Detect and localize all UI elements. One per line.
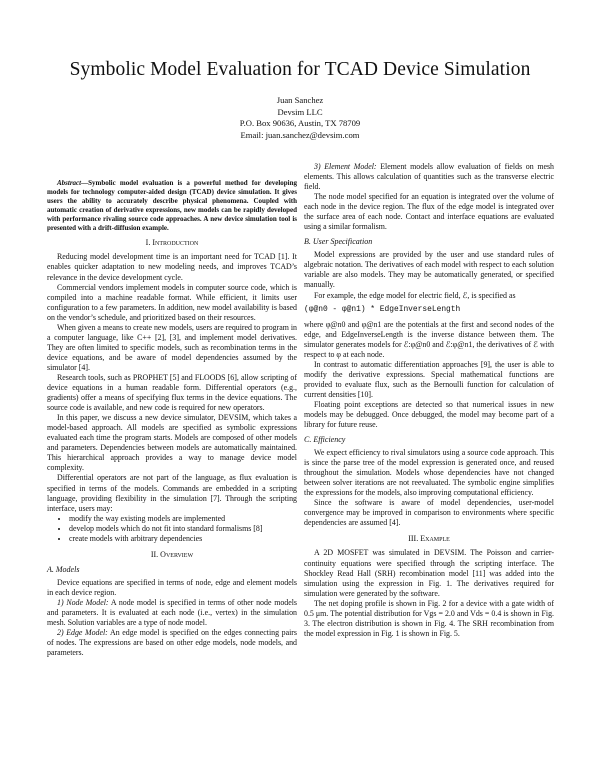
section-heading-example	[304, 534, 554, 544]
list-item: • create models with arbitrary dependencies	[69, 534, 297, 544]
paragraph: The node model specified for an equation is integrated over the volume of each node in the device region. The flux of the edge model is integrated over the surface area of each node. Contact and interface equations are evaluated using a similar formalism.	[304, 192, 554, 232]
paragraph: A 2D MOSFET was simulated in DEVSIM. The Poisson and carrier-continuity equations were specified through the scripting interface. The Shockley Read Hall (SRH) recombination model [11] was added into the simulation using the expression in Fig. 1. The derivatives required for simulation were generated by the software.	[304, 548, 554, 598]
paragraph: Research tools, such as PROPHET [5] and FLOODS [6], allow scripting of device equations in a human readable form. Differential operators (e.g., gradients) offer a means of specifying flux terms in the device equations. The source code is available, and new code is required for new operators.	[47, 373, 297, 413]
right-column	[304, 162, 554, 639]
paragraph: In this paper, we discuss a new device simulator, DEVSIM, which takes a model-based approach. All models are specified as symbolic expressions evaluated each time the program starts. Models are composed of other models and parameters. Dependencies between models are automatically maintained. This hierarchical approach provides a way to manage device model complexity.	[47, 413, 297, 473]
section-title: Overview	[160, 549, 194, 559]
left-column	[47, 179, 297, 658]
author-address: P.O. Box 90636, Austin, TX 78709	[239, 118, 361, 128]
paper-title: Symbolic Model Evaluation for TCAD Device Simulation	[69, 59, 531, 80]
author-block	[0, 95, 600, 141]
section-title: Example	[420, 534, 450, 544]
abstract-text: —Symbolic model evaluation is a powerful method for developing models for technology computer-aided design (TCAD) device simulation. It gives users the ability to accurately describe physical phenomena. Coupled with automatic creation of derivative expressions, new models can be rapidly developed with performance rivaling source code approaches. A new device simulation tool is presented with a drift-diffusion example.	[47, 179, 297, 232]
abstract-label: Abstract	[57, 179, 82, 187]
paragraph	[47, 628, 297, 658]
list-item: • develop models which do not fit into standard formalisms [8]	[69, 524, 297, 534]
abstract	[47, 179, 297, 232]
paragraph-lead: 1) Node Model:	[57, 597, 109, 607]
paragraph: Since the software is aware of model dependencies, user-model convergence may be improved in comparison to environments where specific dependencies are assumed [4].	[304, 498, 554, 528]
paragraph: When given a means to create new models, users are required to program in a computer language, like C++ [2], [3], and implement model derivatives. They are often limited to specific models, such as recombination terms in the device equations, and be aware of model dependencies assumed by the simulator [4].	[47, 322, 297, 372]
section-heading-intro	[47, 238, 297, 248]
paragraph: For example, the edge model for electric field, ℰ, is specified as	[314, 290, 516, 300]
subsection-heading: B. User Specification	[304, 237, 373, 247]
subsection-heading: C. Efficiency	[304, 435, 346, 445]
paragraph: where φ@n0 and φ@n1 are the potentials at the first and second nodes of the edge, and EdgeInverseLength is the inverse distance between them. The simulator generates models for ℰ:φ@n0 and ℰ:φ@n1, the derivatives of ℰ with respect to φ at each node.	[304, 319, 554, 359]
section-title: Introduction	[152, 238, 199, 248]
section-number: I.	[145, 238, 151, 248]
author-org: Devsim LLC	[277, 106, 323, 117]
paragraph-text: An edge model is specified on the edges connecting pairs of nodes. The expressions are based on other edge models, node models, and parameters.	[47, 628, 297, 658]
paragraph: The net doping profile is shown in Fig. 2 for a device with a gate width of 0.5 μm. The potential distribution for Vgs = 2.0 and Vds = 0.4 is shown in Fig. 3. The electron distribution is shown in Fig. 4. The SRH recombination from the model expression in Fig. 1 is shown in Fig. 5.	[304, 598, 554, 638]
section-number: II.	[150, 549, 159, 559]
section-heading-overview	[47, 550, 297, 560]
section-number: III.	[408, 534, 419, 544]
subsection-heading: A. Models	[47, 564, 80, 574]
paragraph: In contrast to automatic differentiation approaches [9], the user is able to modify the derivative expressions. Special mathematical functions are provided to evaluate flux, such as the Bernoulli function for calculation of current densities [10].	[304, 359, 554, 399]
paragraph-lead: 3) Element Model:	[314, 162, 377, 171]
paragraph: Commercial vendors implement models in computer source code, which is compiled into a machine readable format. While efficient, it limits user configuration to a few parameters. In addition, new model availability is based on the vendor’s schedule, and prioritized based on their resources.	[47, 282, 297, 322]
paragraph-text: A node model is specified in terms of other node models and parameters. It is evaluated at each node (i.e., vertex) in the simulation mesh. Solution variables are a type of node model.	[47, 597, 297, 627]
paragraph: We expect efficiency to rival simulators using a source code approach. This is since the parse tree of the model expression is generated once, and reused throughout the simulation. Models whose dependencies have not changed between solver iterations are not reevaluated. The symbolic engine simplifies the expressions for the models, also improving computational efficiency.	[304, 448, 554, 498]
paragraph	[304, 162, 554, 192]
paragraph: Floating point exceptions are detected so that numerical issues in new models may be debugged. Once debugged, the model may become part of a library for future reuse.	[304, 399, 554, 430]
paragraph	[47, 598, 297, 628]
author-email: Email: juan.sanchez@devsim.com	[240, 129, 360, 140]
paragraph: Differential operators are not part of the language, as flux evaluation is specified in terms of the models. Commands are embedded in a scripting language, providing flexibility in the simulation [7]. Through the scripting interface, users may:	[47, 473, 297, 513]
paragraph: Device equations are specified in terms of node, edge and element models in each device region.	[47, 577, 297, 597]
paragraph: Model expressions are provided by the user and use standard rules of algebraic notation. The derivatives of each model with respect to each solution variable are also models. They may be automatically generated, or specified manually.	[304, 250, 554, 290]
paragraph-lead: 2) Edge Model:	[57, 628, 108, 638]
paragraph-text: Element models allow evaluation of fields on mesh elements. This allows calculation of quantities such as the transverse electric field.	[304, 162, 554, 192]
bullet-list	[47, 514, 297, 544]
equation: (φ@n0 - φ@n1) * EdgeInverseLength	[304, 304, 461, 314]
list-item: • modify the way existing models are implemented	[69, 514, 297, 524]
paragraph: Reducing model development time is an important need for TCAD [1]. It enables quicker adaptation to new modeling needs, and improves TCAD’s relevance in the device development cycle.	[47, 252, 297, 282]
author-name: Juan Sanchez	[276, 95, 324, 105]
